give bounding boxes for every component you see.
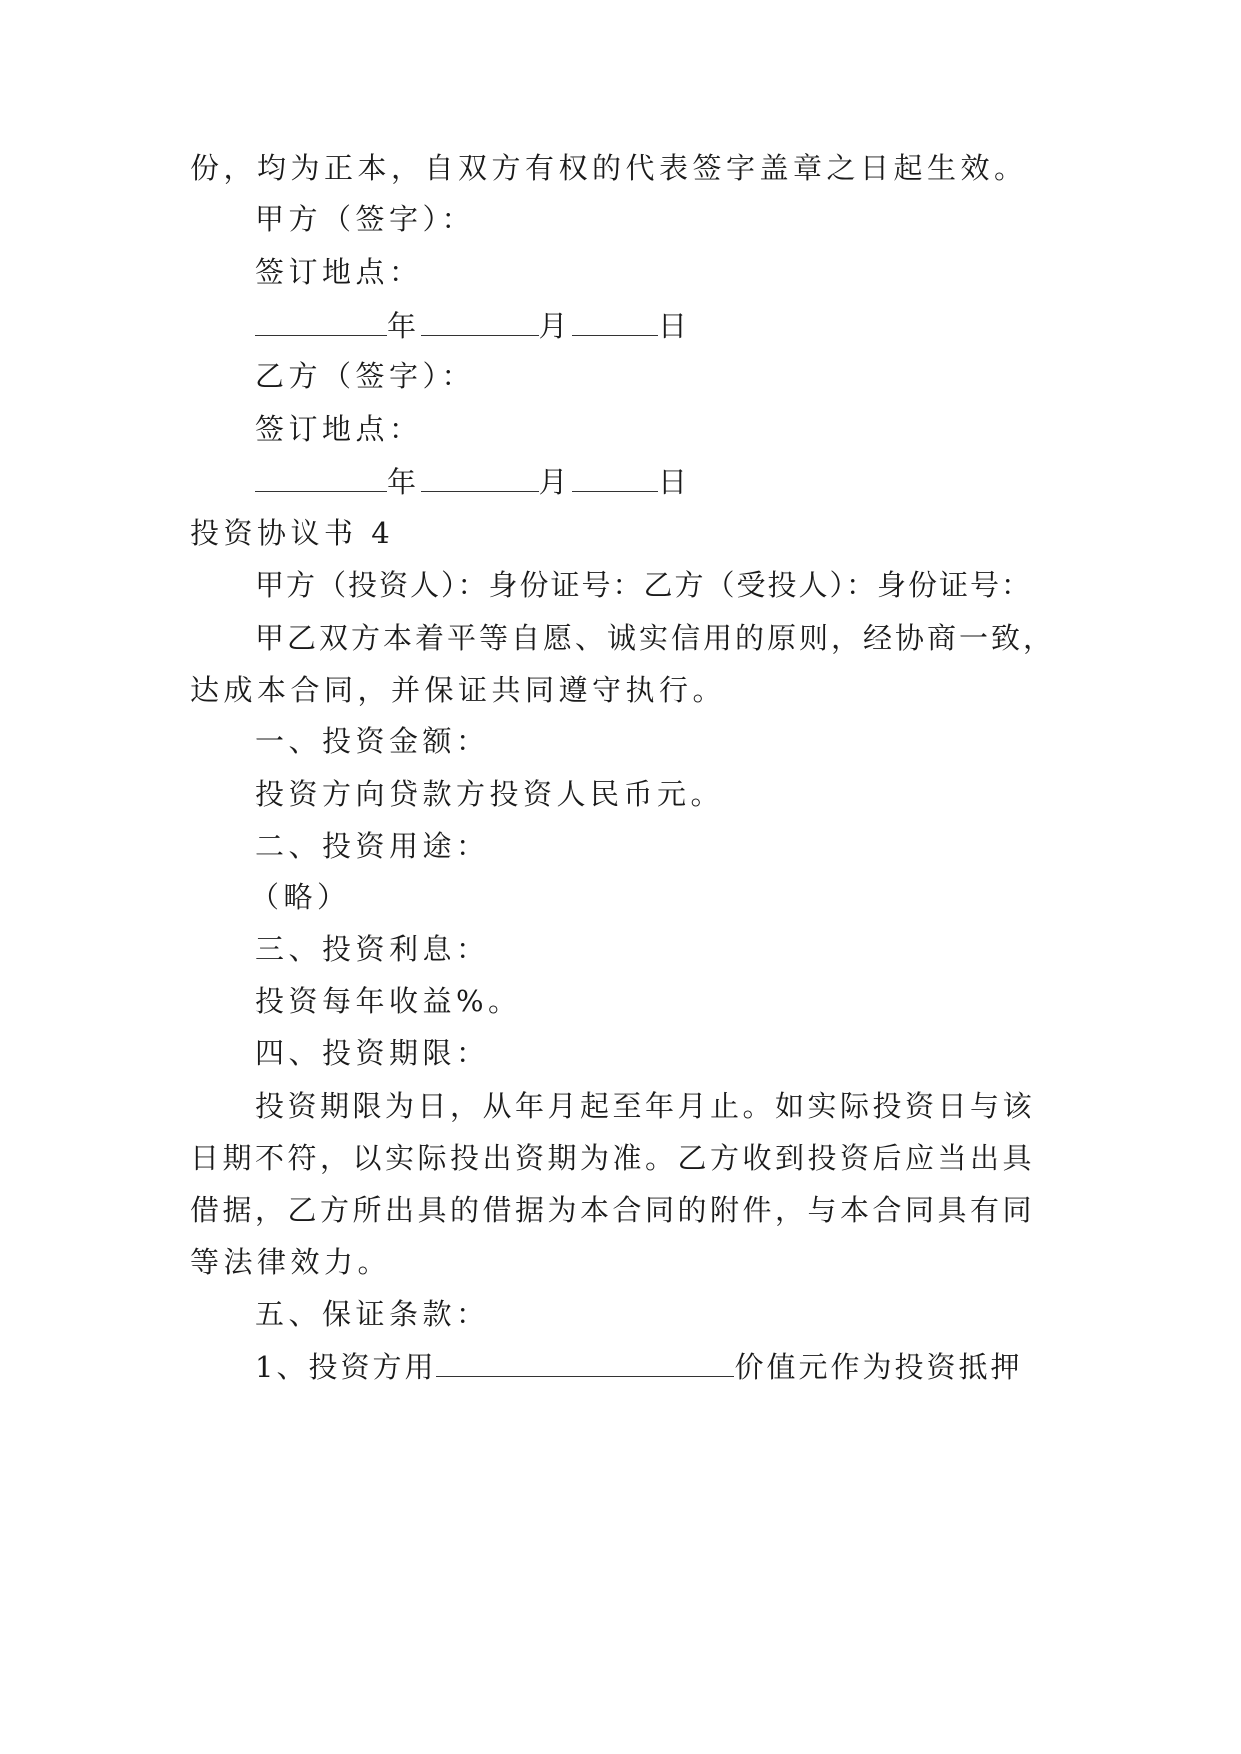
paragraph-line: 投资每年收益%。: [255, 984, 522, 1018]
day-blank: [572, 305, 658, 336]
signing-place-label: 签订地点：: [255, 255, 423, 289]
month-blank: [421, 305, 539, 336]
month-blank: [421, 461, 539, 492]
section-heading: 三、投资利息：: [255, 932, 490, 966]
paragraph-line: 投资方向贷款方投资人民币元。: [255, 777, 725, 811]
year-blank: [255, 305, 387, 336]
party-b-signature-label: 乙方（签字）：: [255, 359, 476, 393]
paragraph-line: 等法律效力。: [190, 1245, 392, 1279]
clause-text-end: 价值元作为投资抵押: [734, 1350, 1023, 1384]
date-line: [255, 305, 1050, 346]
section-heading: 四、投资期限：: [255, 1036, 490, 1070]
guarantee-clause-line: [255, 1346, 1050, 1387]
year-blank: [255, 461, 387, 492]
day-label: 日: [658, 465, 692, 499]
parties-line: 甲方（投资人）：身份证号：乙方（受投人）：身份证号：: [255, 568, 1033, 602]
paragraph-line: 日期不符，以实际投出资期为准。乙方收到投资后应当出具: [190, 1141, 1036, 1175]
paragraph-line: 达成本合同，并保证共同遵守执行。: [190, 673, 727, 707]
paragraph-line: 甲乙双方本着平等自愿、诚实信用的原则，经协商一致，: [255, 621, 1056, 655]
section-heading: 二、投资用途：: [255, 829, 490, 863]
paragraph-line: 借据，乙方所出具的借据为本合同的附件，与本合同具有同: [190, 1193, 1036, 1227]
signing-place-label: 签订地点：: [255, 412, 423, 446]
section-heading: 五、保证条款：: [255, 1297, 490, 1331]
year-label: 年: [387, 309, 421, 343]
collateral-blank: [436, 1346, 734, 1377]
document-title: 投资协议书 4: [190, 516, 395, 550]
month-label: 月: [538, 309, 573, 343]
clause-text-start: 1、投资方用: [255, 1350, 437, 1384]
day-blank: [572, 461, 658, 492]
month-label: 月: [538, 465, 573, 499]
party-a-signature-label: 甲方（签字）：: [255, 202, 476, 236]
date-line: [255, 461, 1050, 502]
paragraph-line: 投资期限为日，从年月起至年月止。如实际投资日与该: [255, 1089, 1036, 1123]
year-label: 年: [387, 465, 421, 499]
paragraph-line: （略）: [250, 880, 351, 914]
section-heading: 一、投资金额：: [255, 724, 490, 758]
day-label: 日: [658, 309, 692, 343]
paragraph-line: 份，均为正本，自双方有权的代表签字盖章之日起生效。: [190, 151, 1028, 185]
